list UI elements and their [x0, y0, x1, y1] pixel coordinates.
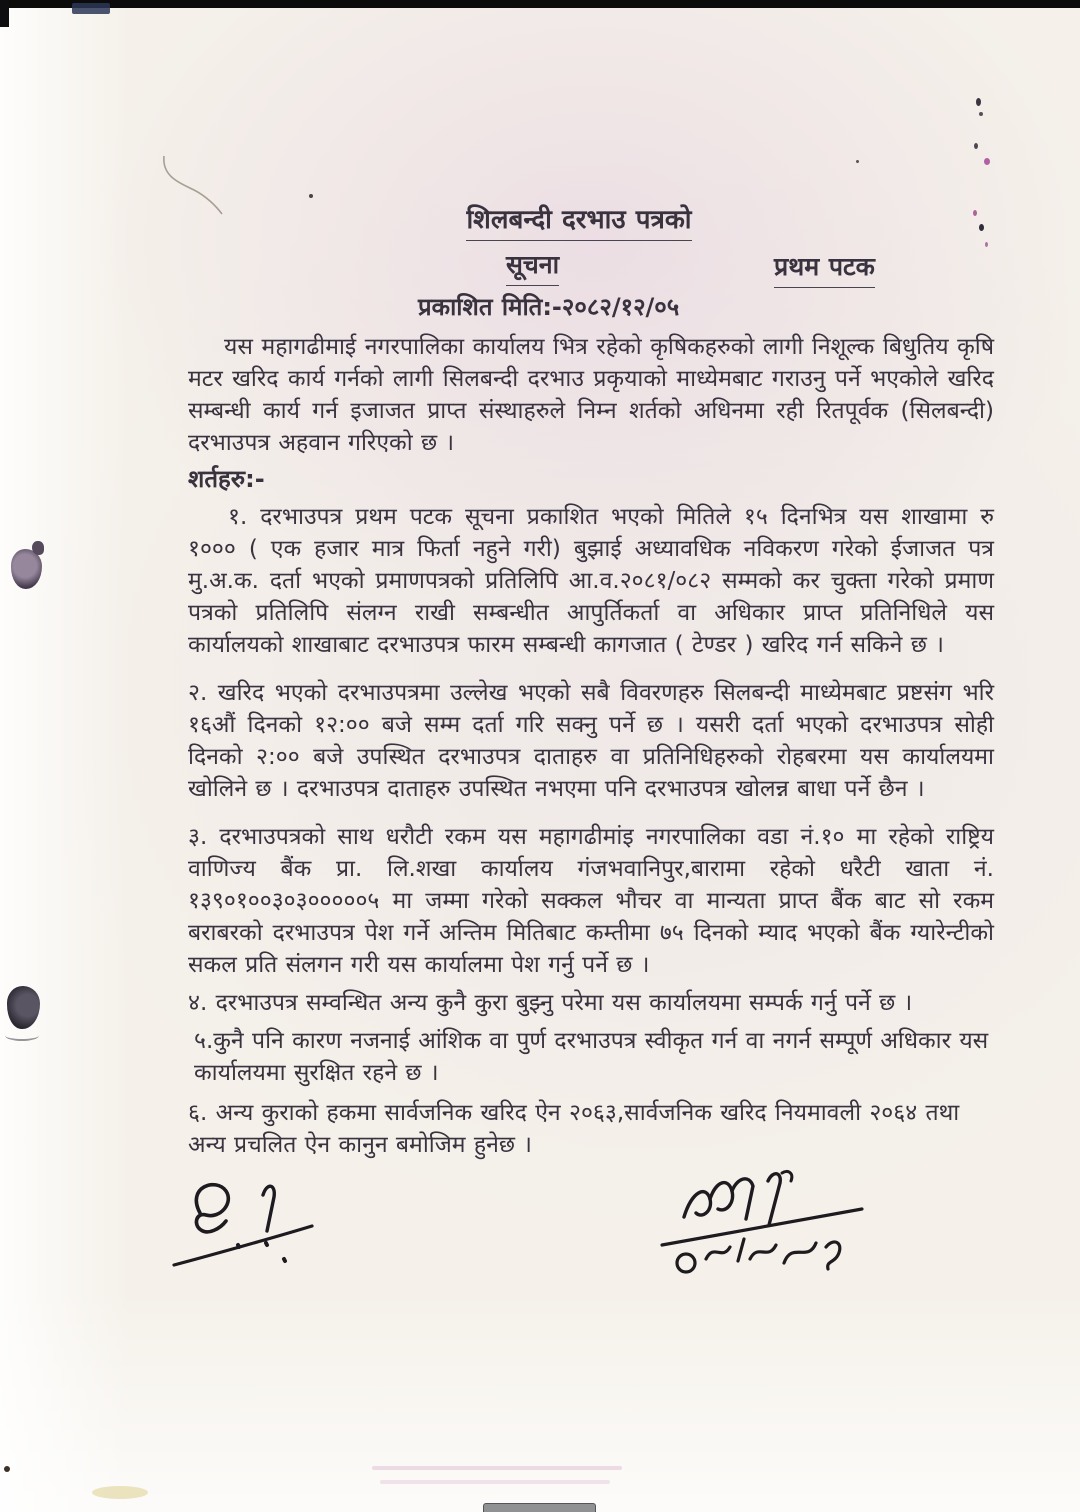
punch-hole-mark-upper	[11, 549, 42, 589]
scan-smudge-artifact	[72, 3, 110, 14]
scan-streak	[380, 1480, 610, 1484]
scan-speck	[984, 158, 990, 165]
term-item-3: ३. दरभाउपत्रको साथ धरौटी रकम यस महागढीमांइ नगरपालिका वडा नं.१० मा रहेको राष्ट्रिय वाणिज्य बैंक प्रा. लि.शखा कार्यालय गंजभवानिपुर,बारामा रहेको धरैटी खाता नं. १३९०१००३०३०००००५ मा जम्मा गरेको सक्कल भौचर वा मान्यता प्राप्त बैंक बाट सो रकम बराबरको दरभाउपत्र पेश गर्ने अन्तिम मितिबाट कम्तीमा ७५ दिनको म्याद भएको बैंक ग्यारेन्टीको सकल प्रति संलगन गरी यस कार्यालमा पेश गर्नु पर्ने छ ।	[188, 824, 994, 978]
document-title-line	[176, 204, 982, 241]
scan-top-edge-artifact	[0, 0, 1080, 8]
scan-smudge-artifact	[92, 1486, 148, 1499]
terms-heading: शर्तहरु:-	[188, 465, 265, 493]
edition-label: प्रथम पटक	[774, 251, 875, 288]
notice-label: सूचना	[506, 249, 559, 286]
document-subtitle-row	[188, 249, 994, 291]
scan-corner-artifact	[0, 0, 9, 27]
term-item-4: ४. दरभाउपत्र सम्वन्धित अन्य कुनै कुरा बुझ्नु परेमा यस कार्यालयमा सम्पर्क गर्नु पर्ने छ ।	[188, 990, 913, 1016]
signature-right	[656, 1167, 886, 1302]
scan-speck	[976, 98, 981, 106]
intro-paragraph: यस महागढीमाई नगरपालिका कार्यालय भित्र रहेको कृषिकहरुको लागी निशूल्क बिधुतिय कृषि मटर खरिद कार्य गर्नको लागी सिलबन्दी दरभाउ प्रकृयाको माध्येमबाट गराउनु पर्ने भएकोले खरिद सम्बन्धी कार्य गर्न इजाजत प्राप्त संस्थाहरुले निम्न शर्तको अधिनमा रही रितपूर्वक (सिलबन्दी) दरभाउपत्र अहवान गरिएको छ ।	[188, 334, 994, 456]
punch-hole-mark-lower	[7, 986, 40, 1029]
scan-speck	[4, 1466, 10, 1472]
scan-speck	[309, 194, 313, 198]
published-date-line: प्रकाशित मिति:-२०८२/१२/०५	[418, 293, 680, 321]
signature-left	[166, 1173, 336, 1283]
scan-speck	[856, 160, 859, 163]
term-item-1: १. दरभाउपत्र प्रथम पटक सूचना प्रकाशित भएको मितिले १५ दिनभित्र यस शाखामा रु १००० ( एक हजार मात्र फिर्ता नहुने गरी) बुझाई अध्यावधिक नविकरण गरेको ईजाजत पत्र मु.अ.क. दर्ता भएको प्रमाणपत्रको प्रतिलिपि आ.व.२०८१/०८२ सम्मको कर चुक्ता गरेको प्रमाण पत्रको प्रतिलिपि संलग्न राखी सम्बन्धीत आपुर्तिकर्ता वा अधिकार प्राप्त प्रतिनिधिले यस कार्यालयको शाखाबाट दरभाउपत्र फारम सम्बन्धी कागजात ( टेण्डर ) खरिद गर्न सकिने छ ।	[188, 504, 994, 658]
term-item-6: ६. अन्य कुराको हकमा सार्वजनिक खरिद ऐन २०६३,सार्वजनिक खरिद नियमावली २०६४ तथा अन्य प्रचलित ऐन कानुन बमोजिम हुनेछ ।	[188, 1100, 960, 1158]
scan-speck	[974, 143, 978, 149]
document-title: शिलबन्दी दरभाउ पत्रको	[466, 204, 691, 241]
term-item-2: २. खरिद भएको दरभाउपत्रमा उल्लेख भएको सबै विवरणहरु सिलबन्दी माध्येमबाट प्रष्टसंग भरि १६औं दिनको १२:०० बजे सम्म दर्ता गरि सक्नु पर्ने छ । यसरी दर्ता भएको दरभाउपत्र सोही दिनको २:०० बजे उपस्थित दरभाउपत्र दाताहरु वा प्रतिनिधिहरुको रोहबरमा यस कार्यालयमा खोलिने छ । दरभाउपत्र दाताहरु उपस्थित नभएमा पनि दरभाउपत्र खोलन्न बाधा पर्ने छैन ।	[188, 680, 994, 802]
scan-speck	[979, 112, 983, 116]
scan-streak	[372, 1466, 622, 1470]
term-item-5: ५.कुनै पनि कारण नजनाई आंशिक वा पुर्ण दरभाउपत्र स्वीकृत गर्न वा नगर्न सम्पूर्ण अधिकार यस कार्यालयमा सुरक्षित रहने छ ।	[194, 1028, 989, 1086]
document-body	[188, 204, 994, 1302]
scan-bottom-edge-artifact	[483, 1503, 596, 1512]
signature-row	[188, 1173, 994, 1302]
